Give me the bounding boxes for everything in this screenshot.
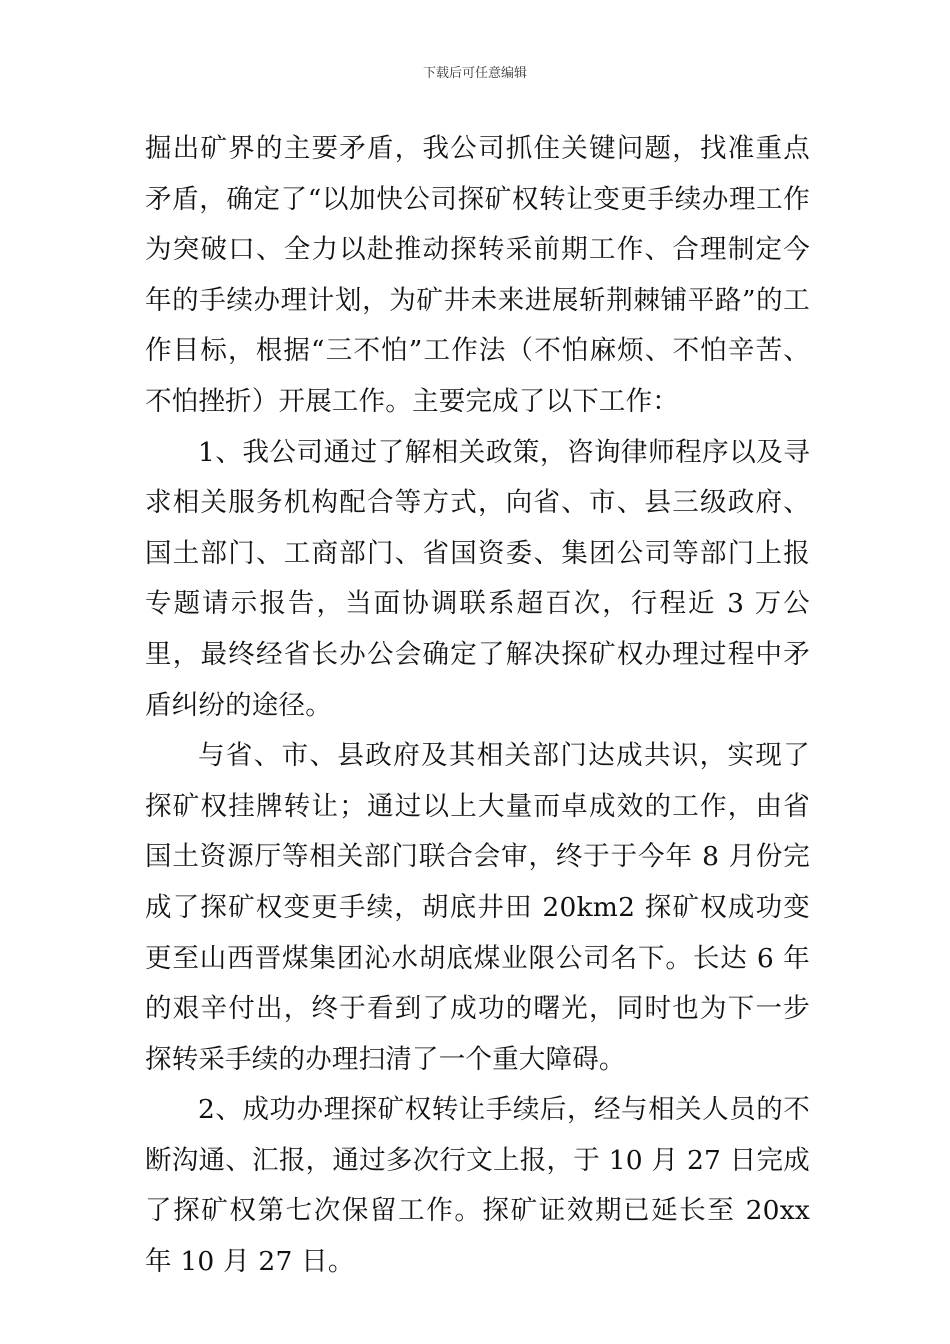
paragraph-1: 掘出矿界的主要矛盾，我公司抓住关键问题，找准重点矛盾，确定了“以加快公司探矿权转让变更手续办理工作为突破口、全力以赴推动探转采前期工作、合理制定今年的手续办理计划，为矿井未来进展斩荆棘铺平路”的工作目标，根据“三不怕”工作法（不怕麻烦、不怕辛苦、不怕挫折）开展工作。主要完成了以下工作： [145, 133, 810, 417]
paragraph-2: 1、我公司通过了解相关政策，咨询律师程序以及寻求相关服务机构配合等方式，向省、市、县三级政府、国土部门、工商部门、省国资委、集团公司等部门上报专题请示报告，当面协调联系超百次，行程近 3 万公里，最终经省长办公会确定了解决探矿权办理过程中矛盾纠纷的途径。 [145, 436, 810, 721]
document-body [145, 124, 810, 1288]
paragraph-4: 2、成功办理探矿权转让手续后，经与相关人员的不断沟通、汇报，通过多次行文上报，于 10 月 27 日完成了探矿权第七次保留工作。探矿证效期已延长至 20xx 年 10 月 27 日。 [145, 1094, 810, 1278]
paragraph-3: 与省、市、县政府及其相关部门达成共识，实现了探矿权挂牌转让；通过以上大量而卓成效的工作，由省国土资源厅等相关部门联合会审，终于于今年 8 月份完成了探矿权变更手续，胡底井田 20km2 探矿权成功变更至山西晋煤集团沁水胡底煤业限公司名下。长达 6 年的艰辛付出，终于看到了成功的曙光，同时也为下一步探转采手续的办理扫清了一个重大障碍。 [145, 740, 810, 1075]
page-header: 下载后可任意编辑 [422, 66, 527, 81]
